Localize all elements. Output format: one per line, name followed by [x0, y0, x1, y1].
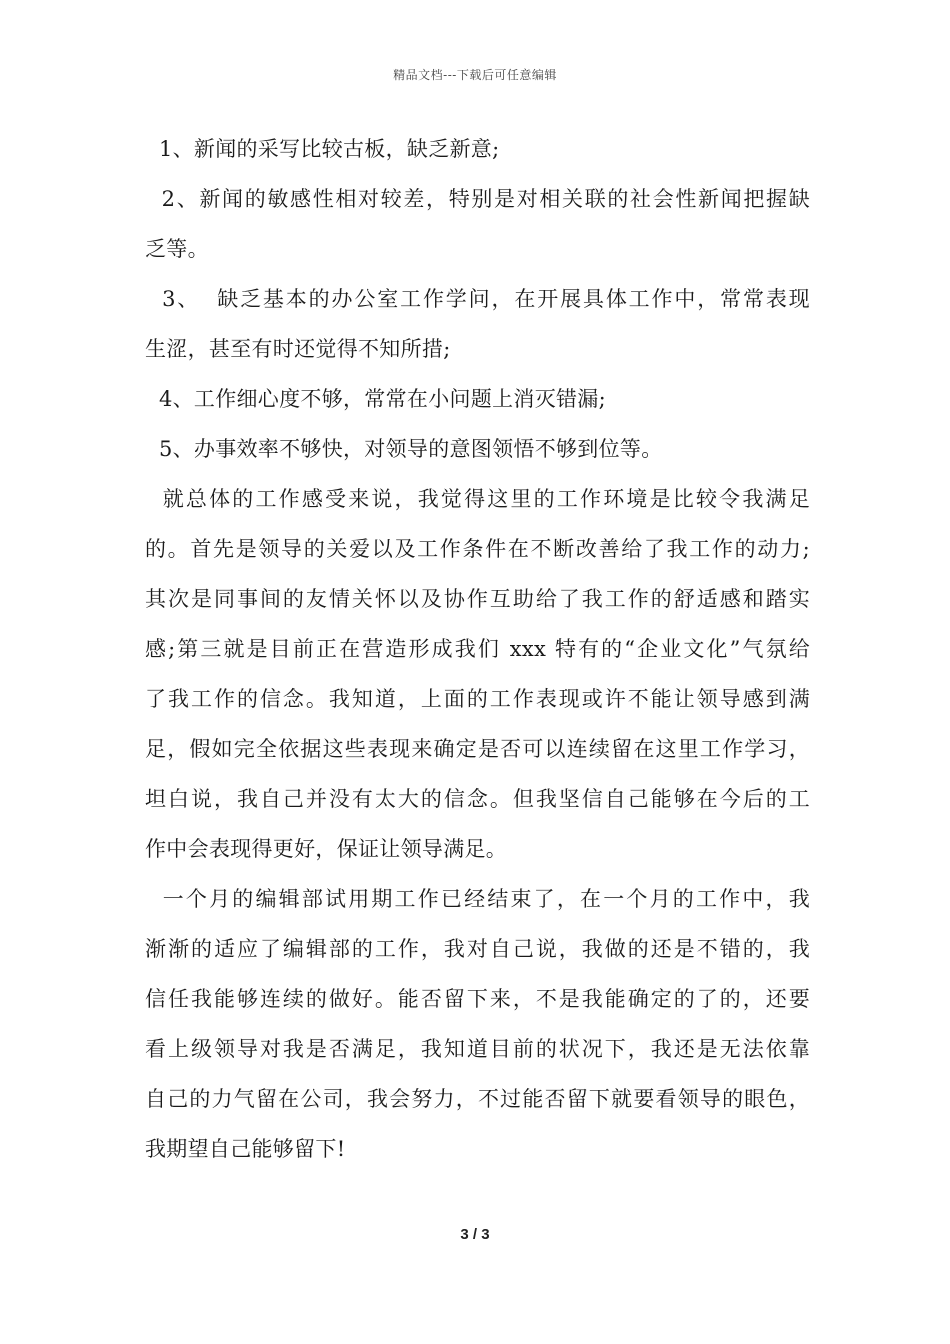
- page-number: 3 / 3: [460, 1226, 490, 1243]
- text-line: 自己的力气留在公司，我会努力，不过能否留下就要看领导的眼色，: [145, 1087, 810, 1111]
- text-line: 足，假如完全依据这些表现来确定是否可以连续留在这里工作学习，: [145, 737, 810, 761]
- body-text: [145, 124, 810, 1174]
- text-line: 看上级领导对我是否满足，我知道目前的状况下，我还是无法依靠: [145, 1037, 810, 1061]
- text-line: 生涩，甚至有时还觉得不知所措;: [145, 337, 451, 361]
- text-line: 感;第三就是目前正在营造形成我们 xxx 特有的“企业文化”气氛给: [145, 637, 810, 661]
- text-line: 5、办事效率不够快，对领导的意图领悟不够到位等。: [145, 437, 663, 461]
- page-header: 精品文档---下载后可任意编辑: [393, 68, 557, 82]
- text-line: 1、新闻的采写比较古板，缺乏新意;: [145, 137, 500, 161]
- text-line: 的。首先是领导的关爱以及工作条件在不断改善给了我工作的动力;: [145, 537, 810, 561]
- text-line: 其次是同事间的友情关怀以及协作互助给了我工作的舒适感和踏实: [145, 587, 810, 611]
- text-line: 2、新闻的敏感性相对较差，特别是对相关联的社会性新闻把握缺: [145, 187, 810, 211]
- text-line: 坦白说，我自己并没有太大的信念。但我坚信自己能够在今后的工: [145, 787, 810, 811]
- text-line: 作中会表现得更好，保证让领导满足。: [145, 837, 508, 861]
- text-line: 我期望自己能够留下!: [145, 1137, 346, 1161]
- text-line: 信任我能够连续的做好。能否留下来，不是我能确定的了的，还要: [145, 987, 810, 1011]
- text-line: 4、工作细心度不够，常常在小问题上消灭错漏;: [145, 387, 606, 411]
- text-line: 一个月的编辑部试用期工作已经结束了，在一个月的工作中，我: [145, 887, 810, 911]
- text-line: 就总体的工作感受来说，我觉得这里的工作环境是比较令我满足: [145, 487, 810, 511]
- text-line: 了我工作的信念。我知道，上面的工作表现或许不能让领导感到满: [145, 687, 810, 711]
- text-line: 3、 缺乏基本的办公室工作学问，在开展具体工作中，常常表现: [145, 287, 810, 311]
- text-line: 乏等。: [145, 237, 209, 261]
- text-line: 渐渐的适应了编辑部的工作，我对自己说，我做的还是不错的，我: [145, 937, 810, 961]
